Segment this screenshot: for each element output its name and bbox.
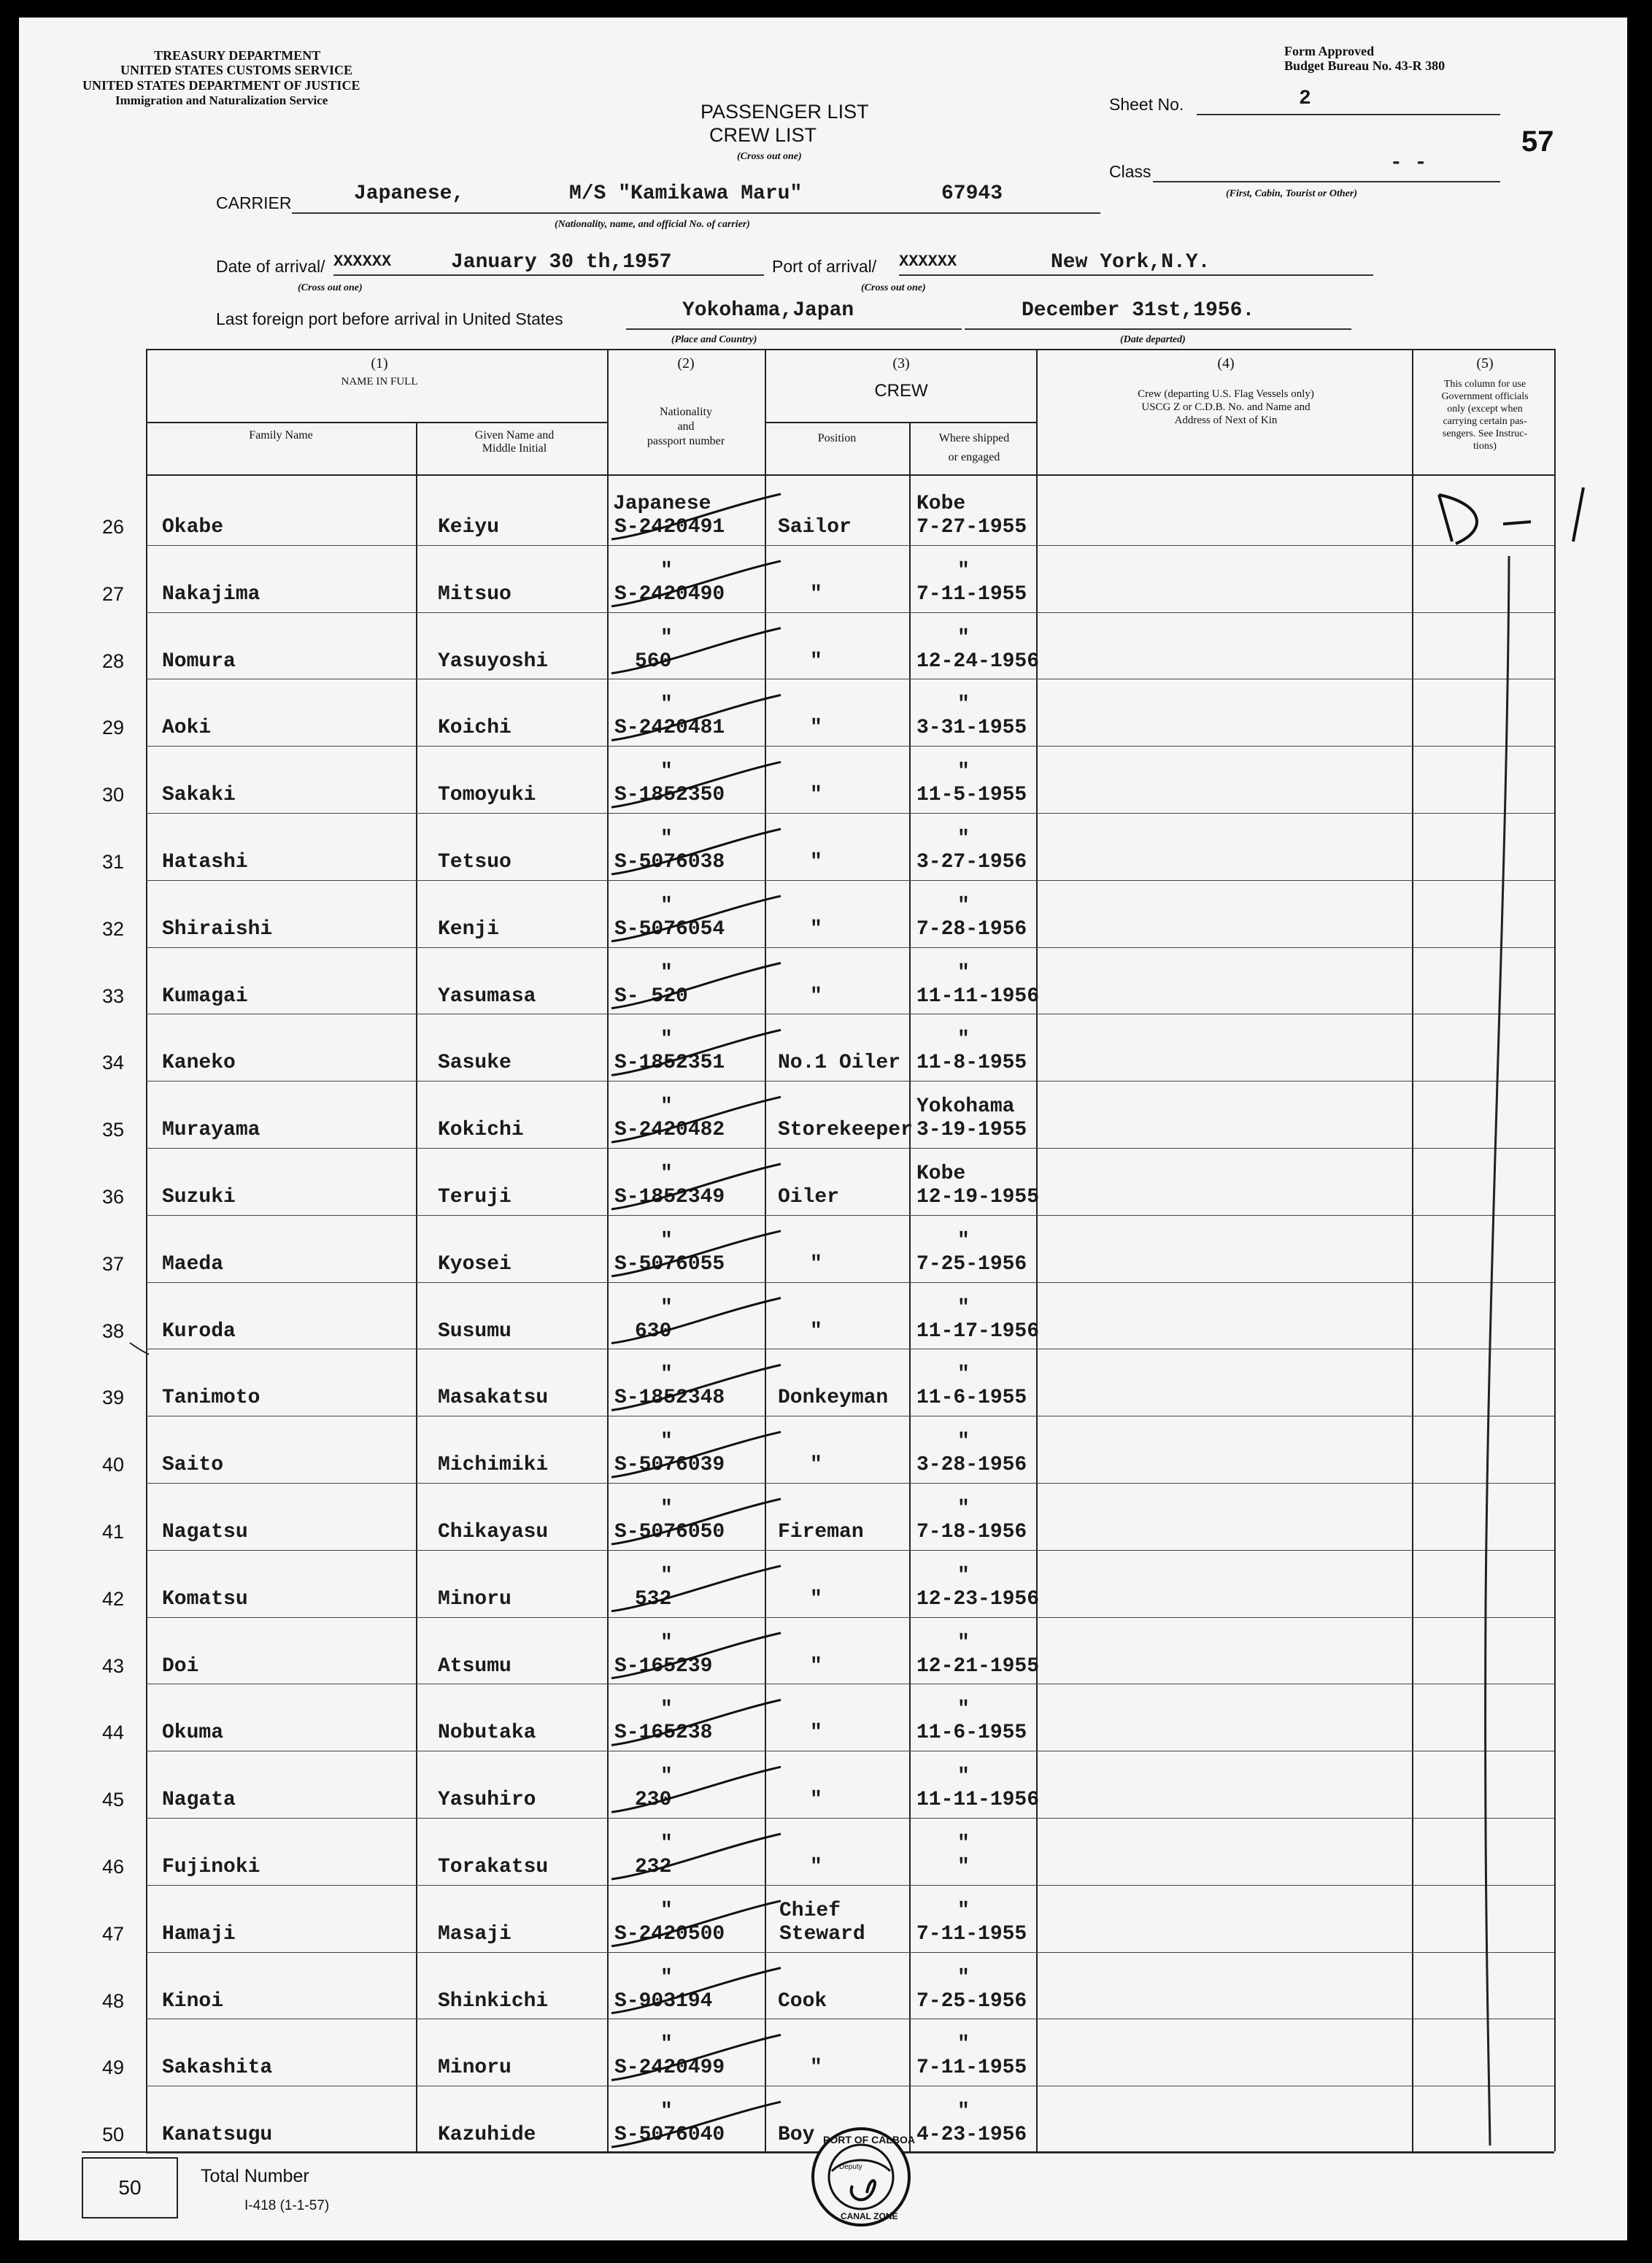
nationality: ": [660, 1832, 673, 1855]
given-name: Minoru: [438, 1587, 512, 1611]
position: No.1 Oiler: [778, 1052, 901, 1075]
check-slash: [611, 1365, 781, 1410]
shipped-place: ": [957, 1363, 970, 1387]
class-label: Class: [1109, 162, 1151, 181]
passport-number: S-2420490: [614, 582, 725, 606]
given-name: Kyosei: [438, 1252, 512, 1276]
col1-title: NAME IN FULL: [341, 376, 418, 388]
row-number: 43: [101, 1654, 124, 1677]
shipped-date: 11-11-1956: [916, 984, 1040, 1008]
last-port-hint: (Place and Country): [671, 334, 757, 345]
row-number: 48: [101, 1989, 124, 2012]
shipped-place: ": [957, 1229, 970, 1252]
family-name: Nagatsu: [162, 1521, 248, 1543]
col-position: Position: [817, 432, 857, 444]
stamp-text-deputy: Deputy: [839, 2163, 862, 2171]
shipped-place: ": [957, 961, 970, 984]
shipped-place: ": [957, 1765, 970, 1789]
passport-number: S-2420500: [614, 1922, 725, 1946]
check-slash: [611, 1231, 781, 1276]
given-name: Nobutaka: [438, 1722, 536, 1745]
col1-number: (1): [371, 355, 388, 371]
nationality: ": [660, 828, 673, 850]
shipped-place: ": [957, 559, 970, 582]
nationality: ": [660, 1229, 673, 1252]
passport-number: S-2420499: [614, 2056, 725, 2080]
check-slash: [611, 1499, 781, 1544]
given-name: Tetsuo: [438, 851, 512, 874]
nationality: Japanese: [613, 493, 711, 515]
col2-title-2: and: [677, 420, 695, 433]
shipped-date: 7-11-1955: [916, 2056, 1027, 2080]
shipped-place: ": [957, 626, 970, 649]
shipped-date: 12-23-1956: [916, 1587, 1040, 1611]
row-number: 36: [101, 1186, 124, 1208]
check-slash: [611, 1030, 781, 1075]
shipped-date: 11-8-1955: [916, 1052, 1027, 1075]
family-name: Nagata: [162, 1789, 236, 1812]
shipped-place: ": [957, 1296, 970, 1319]
shipped-date: 11-6-1955: [916, 1722, 1027, 1745]
shipped-date: 4-23-1956: [916, 2124, 1027, 2147]
col-given-name: Given Name and: [474, 429, 555, 442]
given-name: Chikayasu: [438, 1521, 549, 1543]
passport-number: S-1852349: [614, 1186, 725, 1208]
position: ": [810, 784, 822, 807]
position: Fireman: [778, 1521, 864, 1543]
shipped-place: ": [957, 693, 970, 717]
given-name: Susumu: [438, 1319, 512, 1343]
check-slash: [611, 628, 781, 674]
family-name: Aoki: [162, 717, 212, 740]
passport-number: S-5076039: [614, 1454, 725, 1477]
nationality: ": [660, 1765, 673, 1789]
nationality: ": [660, 961, 673, 984]
col5-line-2: Government officials: [1441, 391, 1529, 402]
row-number: 41: [101, 1521, 124, 1543]
port-arrival-hint: (Cross out one): [861, 282, 926, 293]
row-number: 33: [101, 984, 124, 1007]
check-slash: [611, 494, 781, 539]
date-departed-value: December 31st,1956.: [1022, 299, 1255, 322]
family-name: Doi: [162, 1654, 199, 1678]
family-name: Hatashi: [162, 851, 248, 874]
shipped-date: 12-19-1955: [916, 1186, 1040, 1208]
family-name: Nomura: [162, 649, 236, 673]
passport-number: S-5076055: [614, 1252, 725, 1276]
row-number: 30: [101, 784, 124, 806]
shipped-place: ": [957, 1698, 970, 1722]
position: Oiler: [778, 1186, 840, 1208]
row-number: 32: [101, 917, 124, 940]
position: ": [810, 2056, 822, 2080]
passport-number: S-5076040: [614, 2124, 725, 2147]
passport-number: 532: [635, 1587, 672, 1611]
family-name: Sakaki: [162, 784, 236, 807]
nationality: ": [660, 2033, 673, 2056]
nationality: ": [660, 760, 673, 784]
nationality: ": [660, 693, 673, 717]
passport-number: S-5076038: [614, 851, 725, 874]
given-name: Torakatsu: [438, 1856, 549, 1878]
given-name: Atsumu: [438, 1654, 512, 1678]
given-name: Shinkichi: [438, 1989, 549, 2013]
check-slash: [611, 1432, 781, 1477]
passport-number: S-165238: [614, 1722, 713, 1745]
row-number: 38: [101, 1319, 124, 1342]
check-slash: [611, 561, 781, 606]
family-name: Kinoi: [162, 1989, 224, 2013]
shipped-date: 7-11-1955: [916, 1922, 1027, 1946]
shipped-place: ": [957, 2100, 970, 2124]
shipped-place: ": [957, 828, 970, 850]
passport-number: S-5076050: [614, 1521, 725, 1543]
given-name: Minoru: [438, 2056, 512, 2080]
shipped-date: 7-27-1955: [916, 516, 1027, 539]
row-number: 50: [101, 2124, 124, 2146]
passport-number: 232: [635, 1856, 672, 1878]
given-name: Yasuyoshi: [438, 649, 549, 673]
col4-line-2: USCG Z or C.D.B. No. and Name and: [1141, 401, 1311, 413]
carrier-label: CARRIER: [216, 193, 292, 212]
position: ": [810, 1587, 822, 1611]
family-name: Hamaji: [162, 1922, 236, 1946]
family-name: Tanimoto: [162, 1387, 260, 1410]
title-passenger-list: PASSENGER LIST: [700, 101, 869, 123]
row-number: 39: [101, 1387, 124, 1409]
col5-line-4: carrying certain pas-: [1443, 416, 1527, 427]
date-departed-hint: (Date departed): [1120, 334, 1186, 345]
row-number: 37: [101, 1252, 124, 1275]
port-arrival-struck: XXXXXX: [899, 252, 957, 271]
given-name: Yasumasa: [438, 984, 536, 1008]
position: ": [810, 984, 822, 1008]
row-number: 45: [101, 1789, 124, 1811]
passport-number: S-2420481: [614, 717, 725, 740]
given-name: Kazuhide: [438, 2124, 536, 2147]
nationality: ": [660, 1631, 673, 1654]
check-slash: [611, 1097, 781, 1142]
shipped-date: 7-28-1956: [916, 917, 1027, 941]
check-slash: [611, 2035, 781, 2080]
col-where-shipped: Where shipped: [938, 432, 1010, 444]
row-number: 34: [101, 1052, 124, 1074]
row-number: 49: [101, 2056, 124, 2079]
position: ": [810, 917, 822, 941]
total-number-label: Total Number: [201, 2166, 309, 2186]
family-name: Nakajima: [162, 582, 260, 606]
sheet-label: Sheet No.: [1109, 95, 1184, 114]
agency-treasury: TREASURY DEPARTMENT: [154, 48, 321, 63]
position: ": [810, 1654, 822, 1678]
given-name: Masakatsu: [438, 1387, 549, 1410]
check-slash: [611, 1834, 781, 1879]
shipped-place: Yokohama: [916, 1095, 1015, 1119]
col-where-shipped-2: or engaged: [948, 451, 1000, 463]
row-number: 44: [101, 1722, 124, 1744]
family-name: Saito: [162, 1454, 224, 1477]
shipped-place: ": [957, 1631, 970, 1654]
check-slash: [611, 1700, 781, 1745]
position: Cook: [778, 1989, 827, 2013]
port-of-arrival-value: New York,N.Y.: [1051, 251, 1211, 274]
row-number: 29: [101, 717, 124, 739]
agency-immigration: Immigration and Naturalization Service: [115, 93, 328, 107]
given-name: Sasuke: [438, 1052, 512, 1075]
row-number: 31: [101, 851, 124, 873]
given-name: Koichi: [438, 717, 512, 740]
given-name: Teruji: [438, 1186, 512, 1208]
agency-justice: UNITED STATES DEPARTMENT OF JUSTICE: [82, 78, 360, 93]
form-approved: Form Approved: [1284, 44, 1375, 58]
shipped-place: ": [957, 1430, 970, 1454]
nationality: ": [660, 2100, 673, 2124]
family-name: Maeda: [162, 1252, 224, 1276]
last-port-value: Yokohama,Japan: [682, 299, 854, 322]
check-slash: [611, 695, 781, 740]
family-name: Kaneko: [162, 1052, 236, 1075]
last-port-label: Last foreign port before arrival in United States: [216, 309, 563, 328]
row-number: 28: [101, 649, 124, 672]
given-name: Kenji: [438, 917, 500, 941]
shipped-date: 3-31-1955: [916, 717, 1027, 740]
family-name: Kanatsugu: [162, 2124, 273, 2147]
family-name: Murayama: [162, 1119, 260, 1142]
family-name: Okuma: [162, 1722, 224, 1745]
position: Boy: [778, 2124, 815, 2147]
row-number: 40: [101, 1454, 124, 1476]
family-name: Okabe: [162, 516, 224, 539]
given-name: Michimiki: [438, 1454, 549, 1477]
nationality: ": [660, 1095, 673, 1119]
position: ": [810, 1722, 822, 1745]
shipped-place: ": [957, 1497, 970, 1520]
shipped-place: Kobe: [916, 1163, 966, 1185]
given-name: Keiyu: [438, 516, 500, 539]
check-slash: [611, 762, 781, 807]
check-slash: [611, 963, 781, 1009]
passport-number: S-903194: [614, 1989, 713, 2013]
budget-bureau: Budget Bureau No. 43-R 380: [1284, 58, 1446, 73]
nationality: ": [660, 894, 673, 917]
passport-number: S-5076054: [614, 917, 725, 941]
shipped-date: 3-19-1955: [916, 1119, 1027, 1142]
check-slash: [611, 1164, 781, 1209]
row-number: 42: [101, 1587, 124, 1610]
col-given-name-2: Middle Initial: [482, 442, 547, 455]
shipped-place: ": [957, 2033, 970, 2056]
shipped-date: 12-24-1956: [916, 649, 1040, 673]
family-name: Fujinoki: [162, 1856, 260, 1878]
sheet-number: 2: [1299, 88, 1311, 110]
passport-number: S-1852348: [614, 1387, 725, 1410]
position: ": [810, 1856, 822, 1878]
row-number: 47: [101, 1922, 124, 1945]
nationality: ": [660, 1497, 673, 1520]
date-arrival-hint: (Cross out one): [298, 282, 363, 293]
shipped-date: 11-17-1956: [916, 1319, 1040, 1343]
shipped-date: 11-11-1956: [916, 1789, 1040, 1812]
shipped-date: 7-25-1956: [916, 1252, 1027, 1276]
col5-line-3: only (except when: [1447, 404, 1523, 415]
carrier-vessel: M/S "Kamikawa Maru": [569, 182, 803, 205]
position: ": [810, 717, 822, 740]
shipped-date: 11-5-1955: [916, 784, 1027, 807]
shipped-place: ": [957, 894, 970, 917]
shipped-place: ": [957, 1899, 970, 1922]
shipped-date: ": [957, 1856, 970, 1878]
family-name: Shiraishi: [162, 917, 273, 941]
col4-number: (4): [1217, 355, 1235, 371]
shipped-date: 7-11-1955: [916, 582, 1027, 606]
nationality: ": [660, 1028, 673, 1052]
col-family-name: Family Name: [249, 429, 313, 442]
form-number: I-418 (1-1-57): [244, 2198, 330, 2213]
family-name: Komatsu: [162, 1587, 248, 1611]
agency-customs: UNITED STATES CUSTOMS SERVICE: [120, 63, 352, 77]
carrier-hint: (Nationality, name, and official No. of carrier): [555, 219, 750, 230]
check-slash: [611, 1767, 781, 1812]
page-number: 57: [1521, 126, 1554, 158]
cross-out-one-title: (Cross out one): [737, 151, 802, 162]
stamp-text-top: PORT OF CALBOA: [823, 2134, 915, 2146]
shipped-place: ": [957, 760, 970, 784]
position: Storekeeper: [778, 1119, 913, 1142]
position: ": [810, 582, 822, 606]
nationality: ": [660, 626, 673, 649]
check-slash: [611, 829, 781, 874]
carrier-nationality: Japanese,: [354, 182, 465, 205]
nationality: ": [660, 1163, 673, 1185]
given-name: Mitsuo: [438, 582, 512, 606]
col5-line-5: sengers. See Instruc-: [1442, 428, 1528, 439]
shipped-date: 7-18-1956: [916, 1521, 1027, 1543]
col2-title-1: Nationality: [660, 406, 712, 418]
col5-line-1: This column for use: [1443, 379, 1526, 390]
col2-title-3: passport number: [646, 435, 725, 447]
family-name: Sakashita: [162, 2056, 273, 2080]
passport-number: S-1852351: [614, 1052, 725, 1075]
position: ": [810, 649, 822, 673]
check-slash: [611, 1968, 781, 2013]
class-hint: (First, Cabin, Tourist or Other): [1226, 188, 1357, 199]
nationality: ": [660, 1966, 673, 1989]
position: ": [810, 1789, 822, 1812]
position: ": [810, 1252, 822, 1276]
position: Sailor: [778, 516, 852, 539]
col3-title: CREW: [874, 381, 928, 401]
nationality: ": [660, 1296, 673, 1319]
check-slash: [611, 1633, 781, 1678]
shipped-place: Kobe: [916, 493, 966, 515]
title-crew-list: CREW LIST: [709, 124, 817, 146]
nationality: ": [660, 1363, 673, 1387]
nationality: ": [660, 1899, 673, 1922]
shipped-place: ": [957, 1966, 970, 1989]
row-number: 46: [101, 1856, 124, 1878]
position: ": [810, 1454, 822, 1477]
row-number: 26: [101, 516, 124, 538]
check-slash: [611, 896, 781, 941]
passport-number: S- 520: [614, 984, 688, 1008]
col3-number: (3): [892, 355, 910, 371]
nationality: ": [660, 1430, 673, 1454]
passport-number: S-2420482: [614, 1119, 725, 1142]
total-number-value: 50: [118, 2176, 142, 2199]
date-arrival-struck: XXXXXX: [333, 252, 392, 271]
shipped-place: ": [957, 1564, 970, 1587]
given-name: Kokichi: [438, 1119, 524, 1142]
carrier-official-no: 67943: [941, 182, 1003, 205]
position: ": [810, 1319, 822, 1343]
col4-line-1: Crew (departing U.S. Flag Vessels only): [1138, 388, 1314, 400]
check-slash: [611, 1566, 781, 1611]
position: Chief Steward: [779, 1899, 865, 1946]
class-value: - -: [1390, 152, 1427, 174]
family-name: Kumagai: [162, 984, 248, 1008]
port-of-arrival-label: Port of arrival/: [772, 257, 877, 276]
col5-line-6: tions): [1473, 441, 1497, 452]
row-number: 27: [101, 582, 124, 605]
passport-number: S-165239: [614, 1654, 713, 1678]
shipped-place: ": [957, 1028, 970, 1052]
check-slash: [611, 1298, 781, 1343]
col2-number: (2): [677, 355, 695, 371]
check-slash: [611, 1901, 781, 1946]
given-name: Yasuhiro: [438, 1789, 536, 1812]
passport-number: 560: [635, 649, 672, 673]
date-of-arrival-label: Date of arrival/: [216, 257, 325, 276]
shipped-date: 3-27-1956: [916, 851, 1027, 874]
shipped-place: ": [957, 1832, 970, 1855]
given-name: Masaji: [438, 1922, 512, 1946]
shipped-date: 7-25-1956: [916, 1989, 1027, 2013]
date-of-arrival-value: January 30 th,1957: [451, 251, 672, 274]
shipped-date: 11-6-1955: [916, 1387, 1027, 1410]
passport-number: S-2420491: [614, 516, 725, 539]
passport-number: 230: [635, 1789, 672, 1812]
passport-number: 630: [635, 1319, 672, 1343]
position: Donkeyman: [778, 1387, 889, 1410]
col5-number: (5): [1476, 355, 1494, 371]
row-number: 35: [101, 1119, 124, 1141]
given-name: Tomoyuki: [438, 784, 536, 807]
family-name: Kuroda: [162, 1319, 236, 1343]
stamp-text-bottom: CANAL ZONE: [841, 2211, 898, 2221]
family-name: Suzuki: [162, 1186, 236, 1208]
position: ": [810, 851, 822, 874]
shipped-date: 12-21-1955: [916, 1654, 1040, 1678]
passport-number: S-1852350: [614, 784, 725, 807]
col4-line-3: Address of Next of Kin: [1174, 415, 1278, 426]
check-slash: [611, 2102, 781, 2147]
nationality: ": [660, 1698, 673, 1722]
nationality: ": [660, 1564, 673, 1587]
shipped-date: 3-28-1956: [916, 1454, 1027, 1477]
nationality: ": [660, 559, 673, 582]
